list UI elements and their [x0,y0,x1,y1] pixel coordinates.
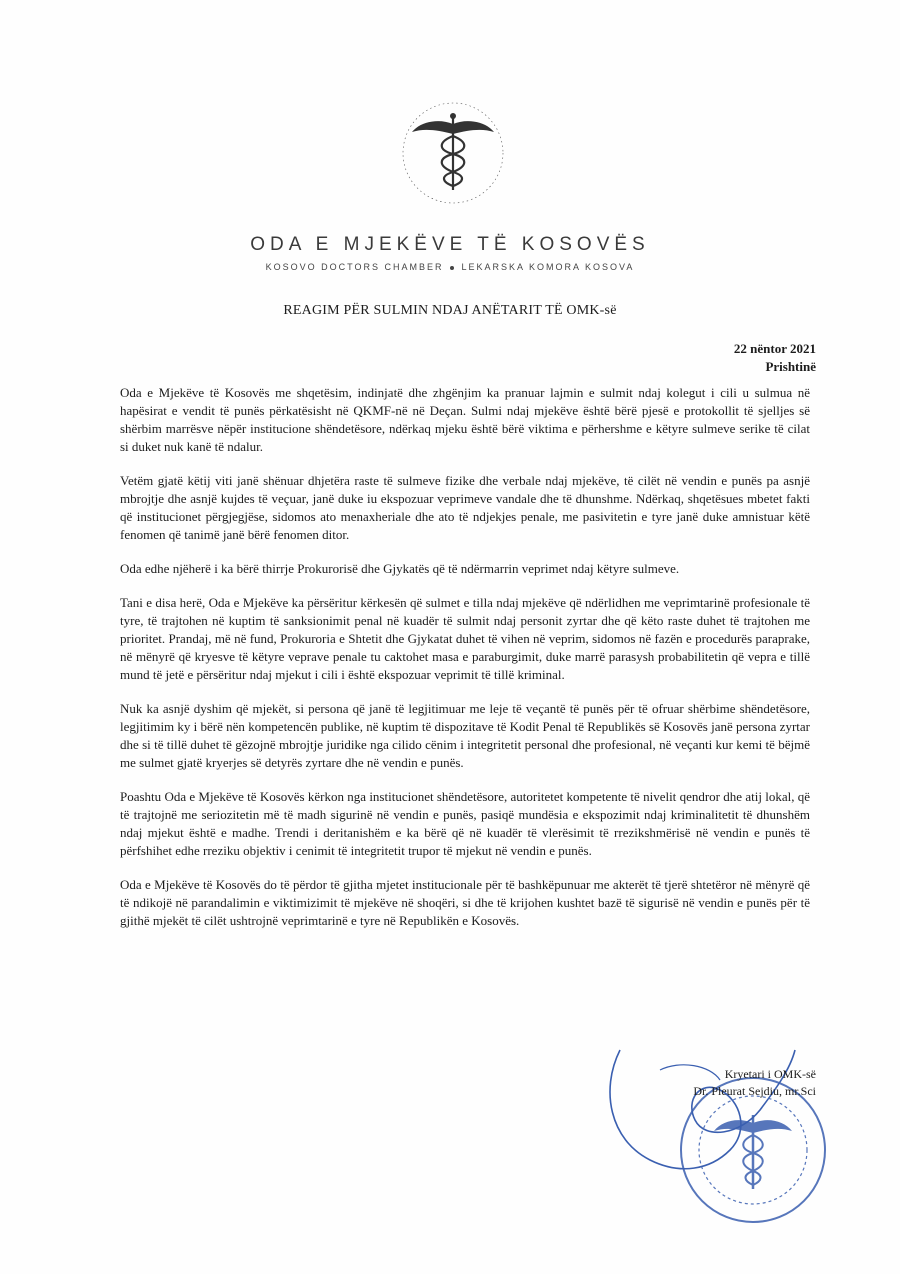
handwritten-signature-icon [590,1030,810,1190]
org-subtitle [0,262,900,272]
date-place-block [734,340,816,376]
body-paragraph: Oda e Mjekëve të Kosovës me shqetësim, indinjatë dhe zhgënjim ka pranuar lajmin e sulmit ndaj kolegut i cili u sulmua në hapësirat e vendit të punës përkatësisht në QKMF-në në Deçan. Sulmi ndaj mjekëve është bërë pjesë e protokollit të sjelljes së shërbim marrësve nëpër institucione shëndetësore, ndërkaq mjeku është bërë viktima e përhershme e këtyre sulmeve serike të cilat si duket nuk kanë të ndalur. [120,385,810,454]
document-title: REAGIM PËR SULMIN NDAJ ANËTARIT TË OMK-së [283,303,617,318]
signature-title: Kryetari i OMK-së [724,1067,816,1081]
body-paragraph: Oda edhe njëherë i ka bërë thirrje Prokurorisë dhe Gjykatës që të ndërmarrin veprimet ndaj këtyre sulmeve. [120,561,680,576]
caduceus-seal-icon [398,98,508,208]
body-paragraph: Nuk ka asnjë dyshim që mjekët, si persona që janë të legjitimuar me leje të veçantë të punës për të ofruar shërbime shëndetësore, legjitimim ky i bërë nën kompetencën publike, në kuptim të dispozitave të Kodit Penal të Republikës së Kosovës janë persona zyrtar dhe si të tillë duhet të gëzojnë mbrojtje juridike nga cilido cënim i integritetit personal dhe profesional, në veçanti kur kemi të bëjmë me sulmet gjatë kryerjes së detyrës zyrtare dhe në vendin e punës. [120,701,810,770]
body-paragraph: Poashtu Oda e Mjekëve të Kosovës kërkon nga institucionet shëndetësore, autoritetet kompetente të nivelit qendror dhe atij lokal, që të trajtojnë me seriozitetin më të madh sigurinë në vendin e punës, pasiqë mundësia e ekspozimit ndaj kriminalitetit të dhunshëm ndaj mjekut është e madhe. Trendi i deritanishëm e ka bërë që në kuadër të vlerësimit të rrezikshmërisë në vendin e punës të përfshihet edhe rreziku objektiv i cenimit të integritetit trupor të mjekut në vendin e punës. [120,789,810,858]
letter-body [120,384,810,946]
document-place: Prishtinë [765,359,816,374]
body-paragraph: Tani e disa herë, Oda e Mjekëve ka përsëritur kërkesën që sulmet e tilla ndaj mjekëve që ndërlidhen me veprimtarinë profesionale të tyre, të trajtohen në kuptim të sanksionimit penal në kuadër të sulmit ndaj personit zyrtar dhe që këto raste duhet të trajtohen me prioritet. Prandaj, më në fund, Prokuroria e Shtetit dhe Gjykatat duhet të vihen në veprim, sidomos në fazën e procedurës paraprake, në mënyrë që kryesve të këtyre veprave penale tu caktohet masa e paraburgimit, duke marrë parasysh probabilitetin që vepra e tillë mund të jetë e përsëritur ndaj mjekut i cili i është ekspozuar veprimit të tillë kriminal. [120,595,810,682]
document-date: 22 nëntor 2021 [733,341,816,356]
org-sub-english: KOSOVO DOCTORS CHAMBER [265,262,444,272]
signature-name: Dr. Pleurat Sejdiu, mr.Sci [693,1084,816,1098]
org-name: ODA E MJEKËVE TË KOSOVËS [250,234,650,255]
body-paragraph: Oda e Mjekëve të Kosovës do të përdor të gjitha mjetet institucionale për të bashkëpunuar me akterët të tjerë shtetëror në mënyrë që të ndikojë në parandalimin e viktimizimit të mjekëve në shoqëri, si dhe të krijohen kushtet bazë të sigurisë në vendin e punës për të gjithë mjekët të cilët ushtrojnë veprimtarinë e tyre në Republikën e Kosovës. [120,877,810,928]
org-sub-serbian: LEKARSKA KOMORA KOSOVA [461,262,635,272]
signature-block [693,1066,816,1100]
bullet-icon [450,266,454,270]
body-paragraph: Vetëm gjatë këtij viti janë shënuar dhjetëra raste të sulmeve fizike dhe verbale ndaj mjekëve, të cilët në vendin e punës pa asnjë mbrojtje dhe asnjë kujdes të veçuar, janë duke iu ekspozuar veprimeve vandale dhe të dhunshme. Ndërkaq, shqetësues mbetet fakti që institucionet përgjegjëse, sidomos ato menaxheriale dhe ato të ndjekjes penale, me pasivitetin e tyre janë duke amnistuar këtë fenomen që tanimë janë bërë fenomen ditor. [120,473,810,542]
